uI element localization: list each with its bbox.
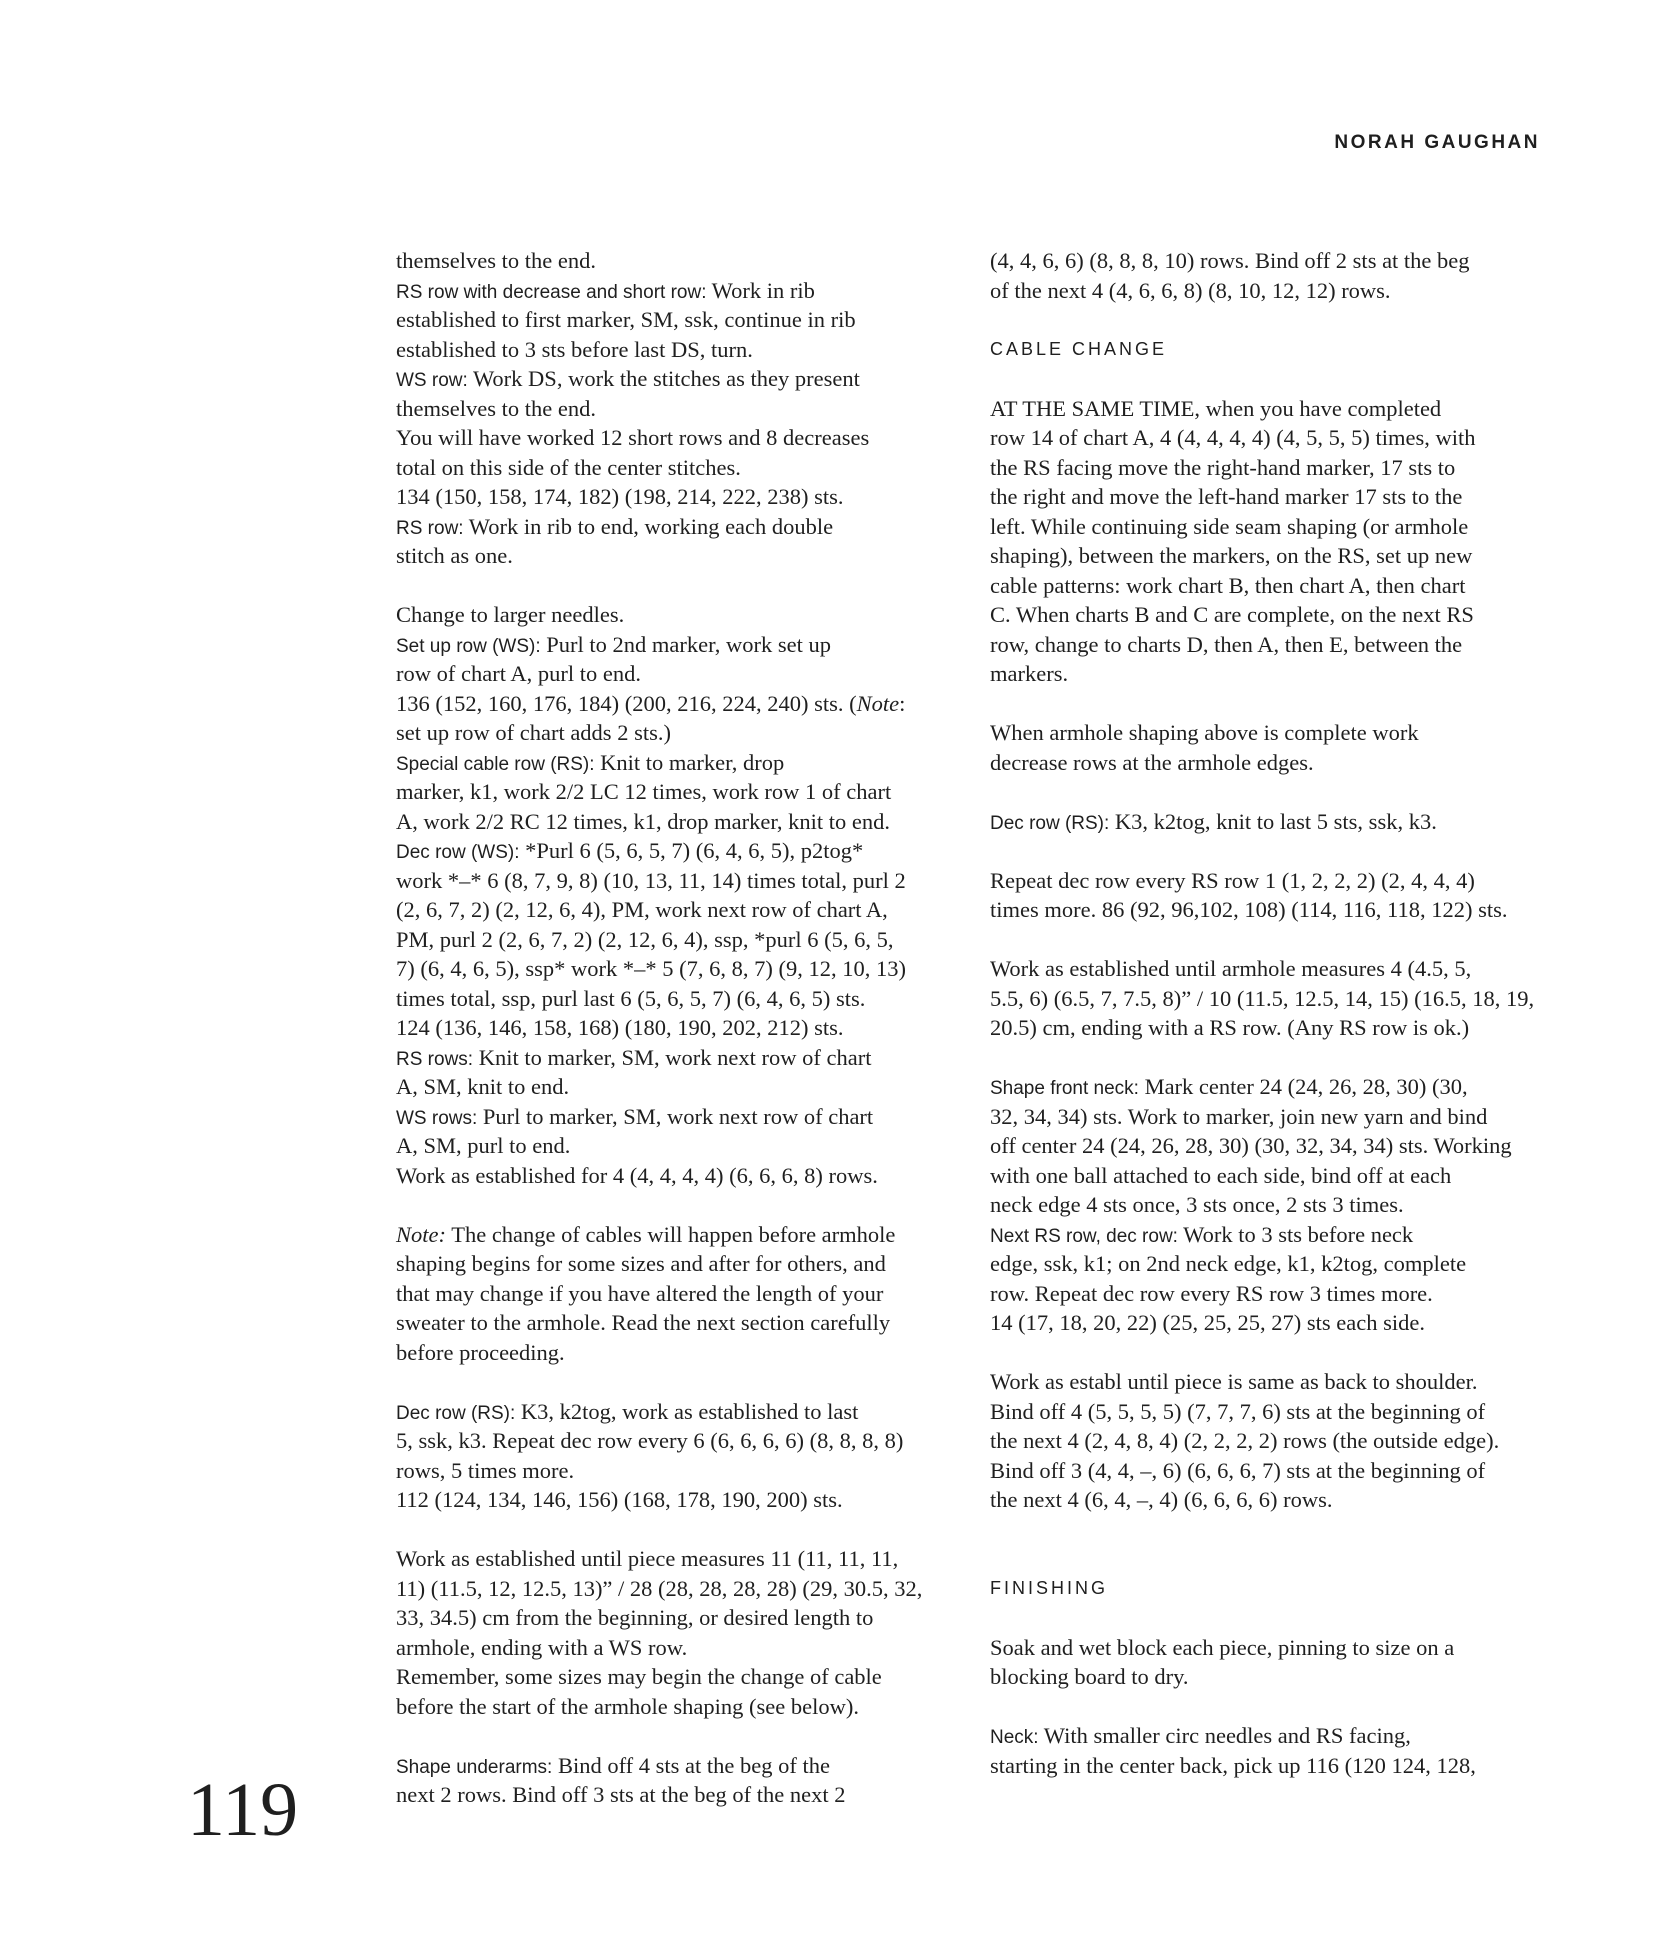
line-text: A, work 2/2 RC 12 times, k1, drop marker, knit to end.: [396, 808, 891, 834]
line-text: Knit to marker, SM, work next row of chart: [473, 1044, 872, 1070]
text-line: [396, 1043, 956, 1073]
line-text: row of chart A, purl to end.: [396, 661, 641, 686]
text-line: [990, 571, 1550, 601]
text-line: [396, 630, 956, 660]
line-text: Mark center 24 (24, 26, 28, 30) (30,: [1138, 1074, 1468, 1099]
line-text: Remember, some sizes may begin the change of cable: [396, 1664, 882, 1689]
line-text: shaping begins for some sizes and after for others, and: [396, 1251, 886, 1276]
line-text: total on this side of the center stitches.: [396, 454, 741, 480]
text-line: [990, 954, 1550, 984]
line-text: 14 (17, 18, 20, 22) (25, 25, 25, 27) sts each side.: [990, 1310, 1425, 1335]
line-text: the next 4 (6, 4, –, 4) (6, 6, 6, 6) rows.: [990, 1487, 1333, 1512]
line-text: 7) (6, 4, 6, 5), ssp* work *–* 5 (7, 6, 8, 7) (9, 12, 10, 13): [396, 956, 906, 981]
line-text: cable patterns: work chart B, then chart A, then chart: [990, 572, 1466, 598]
paragraph: [990, 1367, 1550, 1515]
line-text: Work as established for 4 (4, 4, 4, 4) (6, 6, 6, 8) rows.: [396, 1162, 878, 1188]
line-text: 5.5, 6) (6.5, 7, 7.5, 8)” / 10 (11.5, 12.5, 14, 15) (16.5, 18, 19,: [990, 985, 1535, 1011]
paragraph: [396, 1544, 956, 1721]
line-text: Work in rib to end, working each double: [463, 513, 834, 539]
line-text: With smaller circ needles and RS facing,: [1038, 1723, 1411, 1748]
text-line: [990, 1072, 1550, 1102]
line-text: Work in rib: [706, 277, 815, 303]
text-line: [396, 836, 956, 866]
text-line: [990, 1013, 1550, 1043]
line-text: K3, k2tog, work as established to last: [515, 1398, 859, 1424]
line-text: work *–* 6 (8, 7, 9, 8) (10, 13, 11, 14) times total, purl 2: [396, 867, 906, 893]
text-line: [990, 1279, 1550, 1309]
line-text: 112 (124, 134, 146, 156) (168, 178, 190, 200) sts.: [396, 1487, 843, 1512]
text-line: [396, 1279, 956, 1309]
paragraph: [990, 866, 1550, 925]
section-heading: CABLE CHANGE: [990, 338, 1168, 359]
text-line: [396, 718, 956, 748]
text-line: [396, 512, 956, 542]
text-line: [396, 453, 956, 483]
line-text-after: :: [899, 690, 906, 716]
instruction-label: Shape underarms:: [396, 1756, 553, 1778]
text-line: [396, 541, 956, 571]
text-line: [990, 984, 1550, 1014]
paragraph: [396, 1220, 956, 1368]
text-line: [990, 1249, 1550, 1279]
line-text: armhole, ending with a WS row.: [396, 1634, 688, 1660]
text-line: [396, 895, 956, 925]
text-line: [396, 394, 956, 424]
text-line: [396, 1161, 956, 1191]
text-line: [396, 1426, 956, 1456]
text-line: [396, 364, 956, 394]
line-text: stitch as one.: [396, 543, 513, 568]
spacer: [990, 1544, 1550, 1574]
line-text: row. Repeat dec row every RS row 3 times more.: [990, 1280, 1433, 1306]
text-line: [990, 718, 1550, 748]
text-line: [396, 1013, 956, 1043]
line-text: Bind off 4 (5, 5, 5, 5) (7, 7, 7, 6) sts at the beginning of: [990, 1398, 1486, 1424]
text-line: [990, 482, 1550, 512]
line-text: marker, k1, work 2/2 LC 12 times, work row 1 of chart: [396, 779, 892, 804]
text-line: [990, 630, 1550, 660]
line-text: C. When charts B and C are complete, on the next RS: [990, 602, 1474, 627]
text-line: [396, 984, 956, 1014]
text-line: [396, 1308, 956, 1338]
section-heading: FINISHING: [990, 1577, 1109, 1598]
line-text: the right and move the left-hand marker 17 sts to the: [990, 484, 1463, 509]
instruction-label: RS rows:: [396, 1048, 474, 1070]
line-text: (4, 4, 6, 6) (8, 8, 8, 10) rows. Bind off 2 sts at the beg: [990, 248, 1470, 273]
paragraph: [396, 1751, 956, 1810]
text-line: [396, 1692, 956, 1722]
line-text: themselves to the end.: [396, 248, 596, 273]
line-text: 11) (11.5, 12, 12.5, 13)” / 28 (28, 28, 28, 28) (29, 30.5, 32,: [396, 1575, 923, 1601]
line-text: K3, k2tog, knit to last 5 sts, ssk, k3.: [1109, 808, 1437, 834]
line-text: neck edge 4 sts once, 3 sts once, 2 sts 3 times.: [990, 1192, 1404, 1217]
line-text: the RS facing move the right-hand marker, 17 sts to: [990, 454, 1456, 480]
line-text: Soak and wet block each piece, pinning to size on a: [990, 1634, 1455, 1660]
line-text: shaping), between the markers, on the RS, set up new: [990, 543, 1473, 568]
line-text: 136 (152, 160, 176, 184) (200, 216, 224, 240) sts. (: [396, 690, 857, 716]
text-line: [990, 1633, 1550, 1663]
paragraph: [396, 600, 956, 1190]
text-line: [396, 1633, 956, 1663]
text-line: [990, 600, 1550, 630]
text-line: [990, 895, 1550, 925]
text-line: [990, 1367, 1550, 1397]
line-text: established to 3 sts before last DS, turn.: [396, 336, 753, 362]
instruction-label: WS rows:: [396, 1107, 478, 1129]
text-line: [396, 925, 956, 955]
right-column: [990, 246, 1550, 1810]
text-line: [396, 1751, 956, 1781]
text-line: [396, 1544, 956, 1574]
instruction-label: RS row with decrease and short row:: [396, 281, 707, 303]
line-text: Repeat dec row every RS row 1 (1, 2, 2, 2) (2, 4, 4, 4): [990, 867, 1475, 893]
line-text: A, SM, purl to end.: [396, 1133, 571, 1158]
paragraph: [396, 246, 956, 571]
paragraph: [990, 954, 1550, 1043]
text-line: [396, 1220, 956, 1250]
instruction-label: Next RS row, dec row:: [990, 1225, 1178, 1247]
instruction-label: WS row:: [396, 370, 468, 391]
line-text: AT THE SAME TIME, when you have completed: [990, 395, 1442, 421]
running-header-author: NORAH GAUGHAN: [1334, 132, 1540, 153]
line-text: themselves to the end.: [396, 395, 596, 421]
instruction-label: Special cable row (RS):: [396, 753, 595, 775]
text-line: [990, 541, 1550, 571]
instruction-label: Dec row (RS):: [990, 812, 1110, 834]
text-line: [396, 1338, 956, 1368]
text-line: [990, 1426, 1550, 1456]
text-line: [990, 1397, 1550, 1427]
text-line: [990, 1190, 1550, 1220]
text-line: [990, 748, 1550, 778]
text-line: [396, 807, 956, 837]
instruction-label: RS row:: [396, 517, 464, 539]
line-text: row, change to charts D, then A, then E, between the: [990, 631, 1463, 657]
text-line: [990, 276, 1550, 306]
line-text: sweater to the armhole. Read the next section carefully: [396, 1310, 891, 1335]
line-text: *Purl 6 (5, 6, 5, 7) (6, 4, 6, 5), p2tog*: [519, 838, 864, 863]
paragraph: [990, 1072, 1550, 1338]
line-text: times total, ssp, purl last 6 (5, 6, 5, 7) (6, 4, 6, 5) sts.: [396, 985, 866, 1011]
line-text: Bind off 4 sts at the beg of the: [552, 1752, 830, 1778]
line-text: with one ball attached to each side, bind off at each: [990, 1162, 1452, 1188]
text-line: [990, 1131, 1550, 1161]
text-line: [396, 1397, 956, 1427]
line-text: before proceeding.: [396, 1339, 565, 1365]
line-text: edge, ssk, k1; on 2nd neck edge, k1, k2tog, complete: [990, 1251, 1467, 1276]
text-line: [990, 1220, 1550, 1250]
line-text: A, SM, knit to end.: [396, 1074, 570, 1099]
line-text: set up row of chart adds 2 sts.): [396, 720, 671, 745]
line-text: off center 24 (24, 26, 28, 30) (30, 32, 34, 34) sts. Working: [990, 1133, 1512, 1158]
paragraph: [990, 1721, 1550, 1780]
line-text: before the start of the armhole shaping (see below).: [396, 1693, 859, 1719]
text-line: [990, 1161, 1550, 1191]
line-text: PM, purl 2 (2, 6, 7, 2) (2, 12, 6, 4), ssp, *purl 6 (5, 6, 5,: [396, 926, 894, 952]
line-text: Work to 3 sts before neck: [1177, 1221, 1414, 1247]
instruction-label: Dec row (WS):: [396, 842, 520, 863]
instruction-label: Shape front neck:: [990, 1078, 1139, 1099]
line-text: Work as established until piece measures 11 (11, 11, 11,: [396, 1546, 899, 1571]
paragraph: [990, 246, 1550, 305]
text-line: [396, 423, 956, 453]
line-text: Work as established until armhole measures 4 (4.5, 5,: [990, 956, 1472, 981]
text-line: [396, 954, 956, 984]
text-line: [990, 1456, 1550, 1486]
note-label: Note:: [396, 1221, 446, 1247]
line-text: The change of cables will happen before armhole: [446, 1221, 896, 1247]
line-text: 124 (136, 146, 158, 168) (180, 190, 202, 212) sts.: [396, 1015, 844, 1040]
paragraph: [396, 1397, 956, 1515]
line-text: Bind off 3 (4, 4, –, 6) (6, 6, 6, 7) sts at the beginning of: [990, 1457, 1486, 1483]
text-line: [990, 1308, 1550, 1338]
text-line: [396, 1072, 956, 1102]
text-line: [990, 1102, 1550, 1132]
text-line: [990, 659, 1550, 689]
text-line: [396, 600, 956, 630]
text-line: [396, 866, 956, 896]
line-text: Work DS, work the stitches as they present: [467, 366, 860, 391]
text-line: [990, 1721, 1550, 1751]
text-line: [990, 1751, 1550, 1781]
line-text: that may change if you have altered the length of your: [396, 1280, 884, 1306]
paragraph: [990, 807, 1550, 837]
line-text: Purl to 2nd marker, work set up: [540, 631, 831, 657]
text-line: [396, 659, 956, 689]
line-text: Work as establ until piece is same as back to shoulder.: [990, 1369, 1478, 1394]
line-text: of the next 4 (4, 6, 6, 8) (8, 10, 12, 12) rows.: [990, 277, 1391, 303]
text-line: [396, 246, 956, 276]
paragraph: [990, 718, 1550, 777]
text-line: [396, 1662, 956, 1692]
text-line: [396, 1249, 956, 1279]
text-line: [990, 453, 1550, 483]
text-line: [396, 1456, 956, 1486]
text-line: [396, 748, 956, 778]
line-text: Change to larger needles.: [396, 602, 625, 627]
line-text: established to first marker, SM, ssk, continue in rib: [396, 307, 856, 332]
line-text: You will have worked 12 short rows and 8 decreases: [396, 425, 870, 450]
line-text: Knit to marker, drop: [594, 749, 785, 775]
line-text: blocking board to dry.: [990, 1664, 1189, 1689]
line-text: left. While continuing side seam shaping (or armhole: [990, 513, 1469, 539]
text-line: [396, 1131, 956, 1161]
text-line: [990, 1662, 1550, 1692]
text-line: [396, 1603, 956, 1633]
line-text: the next 4 (2, 4, 8, 4) (2, 2, 2, 2) rows (the outside edge).: [990, 1428, 1500, 1453]
text-line: [396, 305, 956, 335]
line-text: When armhole shaping above is complete work: [990, 720, 1419, 745]
line-text: decrease rows at the armhole edges.: [990, 749, 1314, 775]
instruction-label: Set up row (WS):: [396, 635, 541, 657]
text-line: [990, 423, 1550, 453]
line-text: starting in the center back, pick up 116 (120 124, 128,: [990, 1752, 1476, 1778]
instruction-label: Dec row (RS):: [396, 1402, 516, 1424]
text-line: [990, 394, 1550, 424]
left-column: [396, 246, 956, 1839]
line-text: 134 (150, 158, 174, 182) (198, 214, 222, 238) sts.: [396, 484, 844, 509]
paragraph: [990, 1633, 1550, 1692]
line-text: rows, 5 times more.: [396, 1457, 575, 1483]
text-line: [990, 512, 1550, 542]
text-line: [396, 1102, 956, 1132]
text-line: [396, 689, 956, 719]
line-text: 32, 34, 34) sts. Work to marker, join new yarn and bind: [990, 1103, 1488, 1129]
italic-note: Note: [856, 690, 900, 716]
text-line: [990, 246, 1550, 276]
text-line: [396, 335, 956, 365]
line-text: next 2 rows. Bind off 3 sts at the beg of the next 2: [396, 1782, 846, 1807]
text-line: [396, 1574, 956, 1604]
line-text: row 14 of chart A, 4 (4, 4, 4, 4) (4, 5, 5, 5) times, with: [990, 425, 1476, 450]
text-line: [396, 482, 956, 512]
text-line: [990, 1485, 1550, 1515]
line-text: Purl to marker, SM, work next row of chart: [477, 1103, 874, 1129]
line-text: (2, 6, 7, 2) (2, 12, 6, 4), PM, work next row of chart A,: [396, 897, 888, 922]
text-line: [396, 276, 956, 306]
paragraph: [990, 394, 1550, 689]
page-number: 119: [187, 1768, 299, 1852]
text-line: [990, 866, 1550, 896]
line-text: times more. 86 (92, 96,102, 108) (114, 116, 118, 122) sts.: [990, 897, 1508, 922]
text-line: [990, 807, 1550, 837]
line-text: markers.: [990, 661, 1069, 686]
line-text: 33, 34.5) cm from the beginning, or desired length to: [396, 1605, 874, 1630]
text-line: [396, 1780, 956, 1810]
line-text: 5, ssk, k3. Repeat dec row every 6 (6, 6, 6, 6) (8, 8, 8, 8): [396, 1428, 904, 1453]
text-line: [396, 1485, 956, 1515]
line-text: 20.5) cm, ending with a RS row. (Any RS row is ok.): [990, 1015, 1470, 1040]
text-line: [396, 777, 956, 807]
instruction-label: Neck:: [990, 1727, 1039, 1748]
